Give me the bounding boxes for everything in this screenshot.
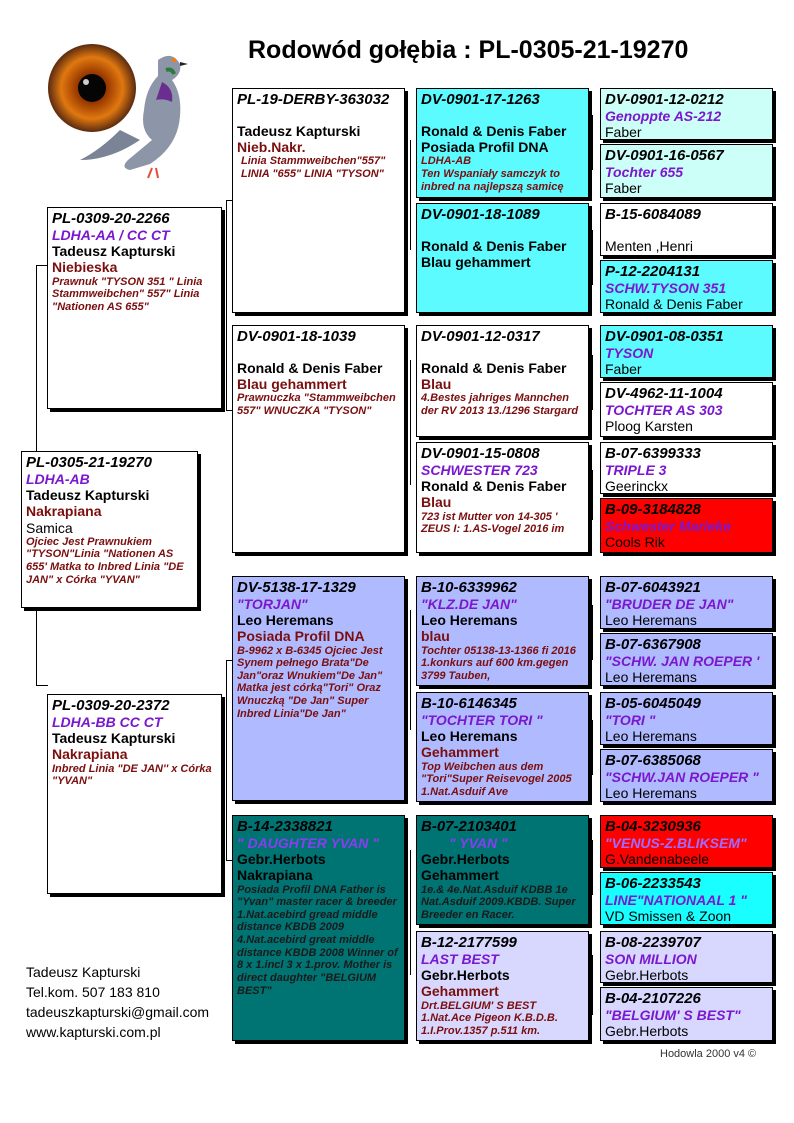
- pigeon-name: LDHA-AA / CC CT: [52, 227, 170, 244]
- sex: Samica: [26, 519, 73, 536]
- pigeon-name: TOCHTER AS 303: [605, 402, 723, 419]
- g4-card-13[interactable]: [600, 815, 773, 868]
- owner-name: G.Vandenabeele: [605, 851, 710, 868]
- owner-name: Leo Heremans: [421, 612, 518, 629]
- ring-number: PL-0309-20-2266: [52, 210, 170, 227]
- pigeon-eye-logo: [40, 30, 200, 190]
- pigeon-name: LDHA-BB CC CT: [52, 714, 163, 731]
- pigeon-name: SON MILLION: [605, 951, 697, 968]
- ff-father-card[interactable]: [416, 88, 589, 198]
- subject-pigeon-card[interactable]: [21, 451, 198, 608]
- ring-number: DV-0901-17-1263: [421, 91, 540, 108]
- g4-card-2[interactable]: [600, 144, 773, 198]
- owner-name: Leo Heremans: [237, 612, 334, 629]
- pigeon-name: "TORJAN": [237, 596, 308, 613]
- owner-name: Tadeusz Kapturski: [52, 243, 176, 260]
- plumage-color: Nakrapiana: [26, 503, 102, 520]
- g4-card-3[interactable]: [600, 203, 773, 256]
- plumage-color: Niebieska: [52, 259, 118, 276]
- connector-line: [410, 360, 411, 485]
- ring-number: DV-0901-15-0808: [421, 445, 540, 462]
- pedigree-note: Posiada Profil DNA Father is "Yvan" master racer & breeder 1.Nat.acebird gread middle distance KBDB 2009 4.Nat.acebird great middle distance KBDB 2008 Winner of 8 x 1.incl 3 x 1.prov. Mother is direct daughter "BELGIUM BEST": [237, 883, 398, 997]
- mf-father-card[interactable]: [416, 576, 589, 686]
- maternal-grandmother-card[interactable]: [232, 815, 405, 1041]
- pedigree-note: 4.Bestes jahriges Mannchen der RV 2013 13./1296 Stargard: [421, 392, 579, 418]
- owner-name: Gebr.Herbots: [605, 967, 689, 983]
- owner-name: Ronald & Denis Faber: [421, 478, 567, 495]
- owner-name: Leo Heremans: [421, 728, 518, 745]
- owner-name: Tadeusz Kapturski: [52, 730, 176, 747]
- footer-credit: Hodowla 2000 v4 ©: [660, 1048, 757, 1060]
- ring-number: B-12-2177599: [421, 934, 517, 951]
- owner-name: Gebr.Herbots: [605, 1023, 689, 1040]
- connector-line: [592, 720, 593, 775]
- pigeon-name: " DAUGHTER YVAN ": [237, 835, 379, 852]
- pedigree-note: Ojciec Jest Prawnukiem "TYSON"Linia "Nationen AS 655' Matka to Inbred Linia "DE JAN" x Córka "YVAN": [26, 535, 184, 586]
- plumage-color: Nakrapiana: [237, 867, 313, 884]
- g4-card-4[interactable]: [600, 260, 773, 313]
- connector-line: [226, 200, 227, 410]
- owner-name: Faber: [605, 180, 642, 197]
- ring-number: B-09-3184828: [605, 501, 701, 518]
- pedigree-note: Top Weibchen aus dem "Tori"Super Reisevogel 2005 1.Nat.Asduif Ave: [421, 760, 572, 798]
- owner-name: Ronald & Denis Faber: [605, 296, 743, 313]
- owner-name: Cools Rik: [605, 534, 665, 551]
- owner-name: Ronald & Denis Faber: [421, 238, 567, 255]
- ring-number: DV-0901-18-1089: [421, 206, 540, 223]
- ring-number: B-08-2239707: [605, 934, 701, 951]
- pedigree-note: Prawnuczka "Stammweibchen 557" WNUCZKA "TYSON": [237, 392, 396, 418]
- owner-name: Leo Heremans: [605, 785, 697, 802]
- ring-number: B-05-6045049: [605, 695, 701, 712]
- plumage-color: Gehammert: [421, 983, 499, 1000]
- pigeon-name: "VENUS-Z.BLIKSEM": [605, 835, 747, 852]
- g4-card-11[interactable]: [600, 692, 773, 745]
- pigeon-name: "KLZ.DE JAN": [421, 596, 517, 613]
- g4-card-15[interactable]: [600, 931, 773, 983]
- plumage-color: Gehammert: [421, 744, 499, 761]
- ring-number: DV-5138-17-1329: [237, 579, 356, 596]
- owner-name: Ronald & Denis Faber: [421, 123, 567, 140]
- ring-number: DV-4962-11-1004: [605, 385, 723, 402]
- ring-number: B-14-2338821: [237, 818, 333, 835]
- ff-mother-card[interactable]: [416, 203, 589, 313]
- owner-name: VD Smissen & Zoon: [605, 908, 732, 925]
- g4-card-5[interactable]: [600, 325, 773, 378]
- pedigree-note: Drt.BELGIUM' S BEST 1.Nat.Ace Pigeon K.B.D.B. 1.I.Prov.1357 p.511 km.: [421, 999, 558, 1037]
- mf-mother-card[interactable]: [416, 692, 589, 802]
- contact-block: [26, 962, 209, 1042]
- connector-line: [36, 685, 48, 686]
- owner-name: Leo Heremans: [605, 728, 697, 745]
- pigeon-name: "TORI ": [605, 712, 656, 729]
- ring-number: B-15-6084089: [605, 206, 701, 223]
- pigeon-name: LINE"NATIONAAL 1 ": [605, 892, 747, 909]
- contact-name: Tadeusz Kapturski: [26, 964, 141, 980]
- pedigree-note: Linia Stammweibchen"557" LINIA "655" LINIA "TYSON": [241, 155, 386, 181]
- plumage-color: blau: [421, 628, 450, 645]
- owner-name: Leo Heremans: [605, 612, 697, 629]
- ring-number: B-04-3230936: [605, 818, 701, 835]
- contact-phone: Tel.kom. 507 183 810: [26, 984, 160, 1000]
- pigeon-name: LAST BEST: [421, 951, 499, 968]
- connector-line: [410, 610, 411, 730]
- pedigree-note: Inbred Linia "DE JAN'' x Córka "YVAN": [52, 762, 212, 788]
- father-pigeon-card[interactable]: [47, 207, 222, 409]
- g4-card-1[interactable]: [600, 88, 773, 140]
- plumage-color: Posiada Profil DNA: [237, 628, 365, 645]
- ring-number: B-06-2233543: [605, 875, 701, 892]
- owner-name: Geerinckx: [605, 478, 669, 494]
- connector-line: [592, 955, 593, 1015]
- owner-name: Faber: [605, 361, 642, 378]
- connector-line: [410, 850, 411, 975]
- pigeon-name: "SCHW.JAN ROEPER ": [605, 769, 759, 786]
- plumage-color: Blau: [421, 376, 452, 393]
- pigeon-name: TYSON: [605, 345, 654, 362]
- ring-number: B-04-2107226: [605, 990, 701, 1007]
- g4-card-10[interactable]: [600, 633, 773, 686]
- pedigree-note: 723 ist Mutter von 14-305 ' ZEUS I: 1.AS-Vogel 2016 im: [421, 510, 565, 536]
- ring-number: DV-0901-08-0351: [605, 328, 724, 345]
- mother-pigeon-card[interactable]: [47, 694, 222, 894]
- owner-name: Menten ,Henri: [605, 238, 693, 255]
- pedigree-note: Ten Wspaniały samczyk to inbred na najlepszą samicę: [421, 168, 564, 193]
- genotype-note: LDHA-AB: [421, 155, 472, 168]
- g4-card-6[interactable]: [600, 382, 773, 437]
- plumage-color: Gehammert: [421, 867, 499, 884]
- pigeon-name: "BRUDER DE JAN": [605, 596, 734, 613]
- ring-number: DV-0901-18-1039: [237, 328, 356, 345]
- ring-number: P-12-2204131: [605, 263, 701, 280]
- pigeon-name: Genoppte AS-212: [605, 108, 722, 125]
- pigeon-name: Schwester Marieke: [605, 518, 732, 535]
- ring-number: DV-0901-12-0317: [421, 328, 540, 345]
- g4-card-14[interactable]: [600, 872, 773, 925]
- ring-number: PL-0309-20-2372: [52, 697, 170, 714]
- paternal-grandmother-card[interactable]: [232, 325, 405, 553]
- connector-line: [592, 840, 593, 895]
- owner-name: Ronald & Denis Faber: [237, 360, 383, 377]
- fm-father-card[interactable]: [416, 325, 589, 437]
- pedigree-note: Tochter 05138-13-1366 fi 2016 1.konkurs auf 600 km.gegen 3799 Tauben,: [421, 644, 576, 682]
- owner-name: Gebr.Herbots: [421, 967, 510, 984]
- page-title: Rodowód gołębia : PL-0305-21-19270: [248, 36, 689, 64]
- g4-card-8[interactable]: [600, 498, 773, 553]
- plumage-color: Nieb.Nakr.: [237, 139, 306, 156]
- connector-line: [592, 470, 593, 520]
- ring-number: B-10-6339962: [421, 579, 517, 596]
- pigeon-name: TRIPLE 3: [605, 462, 667, 479]
- owner-name: Ploog Karsten: [605, 418, 693, 435]
- connector-line: [226, 660, 227, 860]
- ring-number: DV-0901-16-0567: [605, 147, 724, 164]
- pigeon-name: "BELGIUM' S BEST": [605, 1007, 741, 1024]
- owner-name: Ronald & Denis Faber: [421, 360, 567, 377]
- pigeon-name: "TOCHTER TORI ": [421, 712, 543, 729]
- connector-line: [410, 140, 411, 250]
- paternal-grandfather-card[interactable]: [232, 88, 405, 313]
- g4-card-16[interactable]: [600, 987, 773, 1041]
- plumage-color: Posiada Profil DNA: [421, 139, 549, 156]
- ring-number: B-07-6043921: [605, 579, 701, 596]
- pigeon-name: Tochter 655: [605, 164, 684, 181]
- owner-name: Gebr.Herbots: [421, 851, 510, 868]
- g4-card-9[interactable]: [600, 576, 773, 629]
- pigeon-name: LDHA-AB: [26, 471, 90, 488]
- pigeon-name: "SCHW. JAN ROEPER ': [605, 653, 760, 670]
- contact-email[interactable]: tadeuszkapturski@gmail.com: [26, 1004, 210, 1020]
- connector-line: [592, 605, 593, 660]
- pedigree-note: Prawnuk "TYSON 351 " Linia Stammweibchen" 557" Linia "Nationen AS 655": [52, 275, 203, 313]
- connector-line: [592, 355, 593, 410]
- ring-number: B-07-2103401: [421, 818, 517, 835]
- owner-name: Leo Heremans: [605, 669, 697, 686]
- g4-card-12[interactable]: [600, 749, 773, 802]
- pigeon-name: SCHWESTER 723: [421, 462, 538, 479]
- contact-website[interactable]: www.kapturski.com.pl: [26, 1024, 161, 1040]
- connector-line: [592, 115, 593, 170]
- pigeon-name: SCHW.TYSON 351: [605, 280, 727, 297]
- ring-number: B-07-6367908: [605, 636, 701, 653]
- fm-mother-card[interactable]: [416, 442, 589, 553]
- ring-number: B-07-6385068: [605, 752, 701, 769]
- owner-name: Faber: [605, 124, 642, 140]
- plumage-color: Nakrapiana: [52, 746, 128, 763]
- owner-name: Tadeusz Kapturski: [26, 487, 150, 504]
- pedigree-note: B-9962 x B-6345 Ojciec Jest Synem pełnego Brata"De Jan"oraz Wnukiem"De Jan" Matka jest córką"Tori" Oraz Wnuczką "De Jan" Super Inbred Linia"De Jan": [237, 644, 383, 720]
- maternal-grandfather-card[interactable]: [232, 576, 405, 801]
- ring-number: B-07-6399333: [605, 445, 701, 462]
- plumage-color: Blau gehammert: [421, 254, 531, 271]
- ring-number: PL-0305-21-19270: [26, 454, 152, 471]
- plumage-color: Blau gehammert: [237, 376, 347, 393]
- ring-number: DV-0901-12-0212: [605, 91, 724, 108]
- plumage-color: Blau: [421, 494, 452, 511]
- mm-mother-card[interactable]: [416, 931, 589, 1041]
- g4-card-7[interactable]: [600, 442, 773, 494]
- mm-father-card[interactable]: [416, 815, 589, 925]
- pedigree-note: 1e.& 4e.Nat.Asduif KDBB 1e Nat.Asduif 2009.KBDB. Super Breeder en Racer.: [421, 883, 576, 921]
- pigeon-name: " YVAN ": [449, 835, 508, 852]
- connector-line: [592, 230, 593, 285]
- owner-name: Tadeusz Kapturski: [237, 123, 361, 140]
- ring-number: PL-19-DERBY-363032: [237, 91, 390, 108]
- owner-name: Gebr.Herbots: [237, 851, 326, 868]
- ring-number: B-10-6146345: [421, 695, 517, 712]
